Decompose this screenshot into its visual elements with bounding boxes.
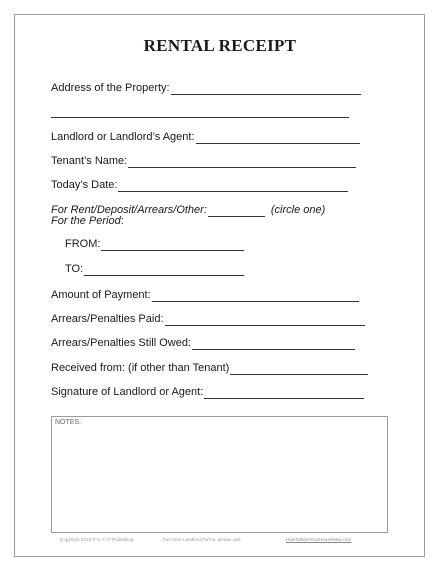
notes-label: NOTES: — [55, 419, 82, 426]
address-line-2[interactable] — [51, 106, 349, 118]
arrears-paid-line[interactable] — [165, 314, 365, 326]
arrears-owed-line[interactable] — [192, 338, 355, 350]
amount-row — [51, 288, 359, 302]
notes-box[interactable] — [51, 416, 388, 533]
from-label: FROM: — [65, 238, 101, 250]
received-from-row — [51, 361, 368, 375]
arrears-owed-row — [51, 336, 355, 350]
amount-line[interactable] — [152, 290, 359, 302]
to-row — [65, 262, 244, 276]
date-label: Today’s Date: — [51, 179, 118, 191]
address-label: Address of the Property: — [51, 82, 170, 94]
circle-one-note: (circle one) — [270, 204, 326, 216]
landlord-line[interactable] — [196, 132, 360, 144]
for-period-row — [51, 214, 124, 228]
arrears-paid-label: Arrears/Penalties Paid: — [51, 313, 164, 325]
for-rent-label: For Rent/Deposit/Arrears/Other: — [51, 204, 207, 216]
amount-label: Amount of Payment: — [51, 289, 151, 301]
address-row-2 — [51, 106, 349, 118]
date-row — [51, 178, 348, 192]
for-period-label: For the Period — [51, 215, 121, 227]
tenant-line[interactable] — [128, 156, 356, 168]
page-title: RENTAL RECEIPT — [143, 36, 297, 55]
footer-copyright: Copyright 2013 ® C.Y.I.P Publishing — [60, 537, 134, 542]
from-row — [65, 237, 244, 251]
arrears-owed-label: Arrears/Penalties Still Owed: — [51, 337, 191, 349]
signature-row — [51, 385, 364, 399]
signature-label: Signature of Landlord or Agent: — [51, 386, 204, 398]
footer-more-forms: For more Landlord Forms, please visit: — [163, 537, 242, 542]
address-row — [51, 81, 361, 95]
for-rent-line[interactable] — [208, 205, 265, 217]
tenant-label: Tenant’s Name: — [51, 155, 128, 167]
to-line[interactable] — [84, 264, 244, 276]
landlord-label: Landlord or Landlord’s Agent: — [51, 131, 195, 143]
signature-line[interactable] — [204, 387, 364, 399]
received-from-label: Received from: (if other than Tenant) — [51, 362, 230, 374]
landlord-row — [51, 130, 360, 144]
tenant-row — [51, 154, 356, 168]
received-from-line[interactable] — [230, 363, 368, 375]
date-line[interactable] — [118, 180, 348, 192]
footer-link[interactable]: HowToRentYourHouseNew.com — [286, 537, 352, 542]
for-period-colon: : — [120, 215, 124, 227]
arrears-paid-row — [51, 312, 365, 326]
to-label: TO: — [65, 263, 84, 275]
address-line-1[interactable] — [171, 83, 361, 95]
from-line[interactable] — [101, 239, 244, 251]
